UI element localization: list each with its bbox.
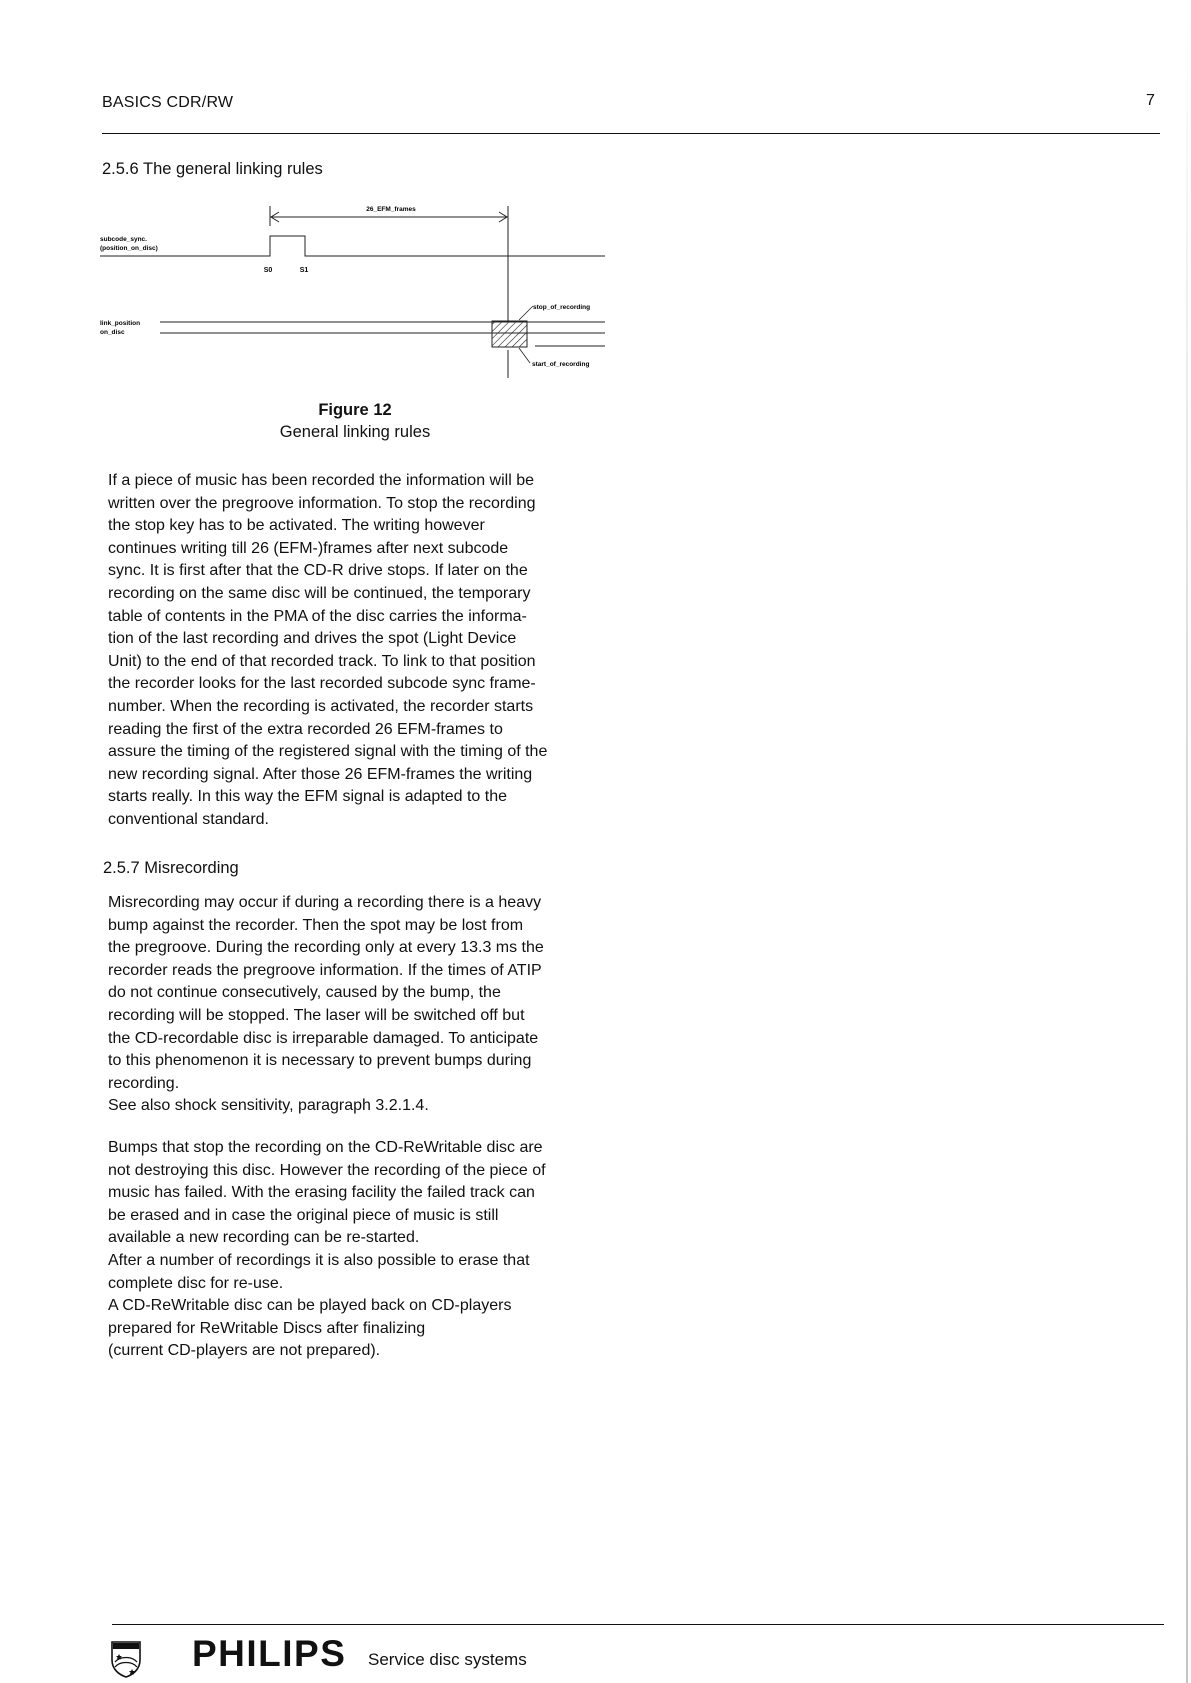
text-line: continues writing till 26 (EFM-)frames after next subcode [108, 539, 509, 557]
text-line: new recording signal. After those 26 EFM-frames the writing [108, 765, 533, 783]
text-line: written over the pregroove information. To stop the recording [108, 494, 536, 512]
label-on-disc: on_disc [100, 329, 125, 336]
label-start-of-recording: start_of_recording [532, 361, 590, 368]
label-26-efm-frames: 26_EFM_frames [366, 206, 416, 213]
text-line: Unit) to the end of that recorded track. To link to that position [108, 652, 536, 670]
text-line: music has failed. With the erasing facility the failed track can [108, 1184, 535, 1202]
figure-title: Figure 12 [318, 401, 392, 419]
text-line: be erased and in case the original piece of music is still [108, 1206, 499, 1224]
text-line: After a number of recordings it is also possible to erase that [108, 1251, 530, 1269]
label-subcode-sync: subcode_sync. [100, 236, 147, 243]
text-line: If a piece of music has been recorded the information will be [108, 472, 535, 489]
stop-leader [519, 306, 533, 320]
text-line: tion of the last recording and drives the spot (Light Device [108, 630, 517, 648]
text-line: prepared for ReWritable Discs after finalizing [108, 1319, 426, 1337]
text-line: recording on the same disc will be continued, the temporary [108, 584, 531, 602]
text-line: recorder reads the pregroove information. If the times of ATIP [108, 961, 542, 979]
text-line: the stop key has to be activated. The writing however [108, 517, 485, 535]
linking-rules-diagram [100, 200, 610, 385]
text-line: starts really. In this way the EFM signal is adapted to the [108, 788, 507, 806]
subcode-sync-signal [100, 236, 605, 256]
text-line: the recorder looks for the last recorded subcode sync frame- [108, 675, 536, 693]
page-number: 7 [1146, 92, 1155, 109]
text-line: complete disc for re-use. [108, 1274, 284, 1292]
section-heading-misrecording: 2.5.7 Misrecording [103, 859, 239, 877]
text-line: recording will be stopped. The laser will be switched off but [108, 1006, 525, 1024]
label-s0: S0 [263, 267, 273, 274]
text-line: number. When the recording is activated, the recorder starts [108, 697, 534, 715]
figure-caption: General linking rules [279, 423, 431, 441]
section-heading-linking-rules: 2.5.6 The general linking rules [102, 160, 323, 178]
text-line: Bumps that stop the recording on the CD-ReWritable disc are [108, 1139, 543, 1156]
text-line: A CD-ReWritable disc can be played back on CD-players [108, 1297, 512, 1315]
text-line: (current CD-players are not prepared). [108, 1342, 381, 1360]
label-position-on-disc: (position_on_disc) [100, 245, 158, 252]
start-leader [519, 348, 530, 363]
text-line: not destroying this disc. However the recording of the piece of [108, 1161, 546, 1179]
text-line: available a new recording can be re-started. [108, 1229, 420, 1247]
text-line: the CD-recordable disc is irreparable damaged. To anticipate [108, 1029, 539, 1047]
text-line: to this phenomenon it is necessary to prevent bumps during [108, 1052, 532, 1070]
text-line: the pregroove. During the recording only at every 13.3 ms the [108, 939, 544, 957]
text-line: reading the first of the extra recorded 26 EFM-frames to [108, 720, 503, 738]
philips-shield-icon [110, 1640, 142, 1678]
paragraph-rewritable [108, 1137, 608, 1363]
paragraph-misrecording [108, 892, 608, 1118]
text-line: Misrecording may occur if during a recording there is a heavy [108, 894, 542, 911]
text-line: bump against the recorder. Then the spot may be lost from [108, 916, 524, 934]
text-line: assure the timing of the registered signal with the timing of the [108, 743, 548, 761]
label-s1: S1 [299, 267, 309, 274]
text-line: conventional standard. [108, 810, 269, 828]
label-stop-of-recording: stop_of_recording [533, 304, 591, 311]
text-line: See also shock sensitivity, paragraph 3.2.1.4. [108, 1097, 429, 1115]
text-line: sync. It is first after that the CD-R drive stops. If later on the [108, 562, 528, 580]
text-line: recording. [108, 1074, 180, 1092]
scan-edge [1186, 0, 1188, 1683]
label-link-position: link_position [100, 320, 141, 327]
footer-subtitle: Service disc systems [368, 1650, 527, 1669]
philips-logo-wordmark: PHILIPS [192, 1633, 347, 1674]
header-title: BASICS CDR/RW [102, 94, 234, 111]
header-rule [102, 133, 1160, 134]
text-line: table of contents in the PMA of the disc carries the informa- [108, 607, 527, 625]
linking-hatched-area [492, 321, 527, 347]
footer-rule [112, 1624, 1164, 1625]
paragraph-linking [108, 470, 608, 832]
text-line: do not continue consecutively, caused by the bump, the [108, 984, 501, 1002]
